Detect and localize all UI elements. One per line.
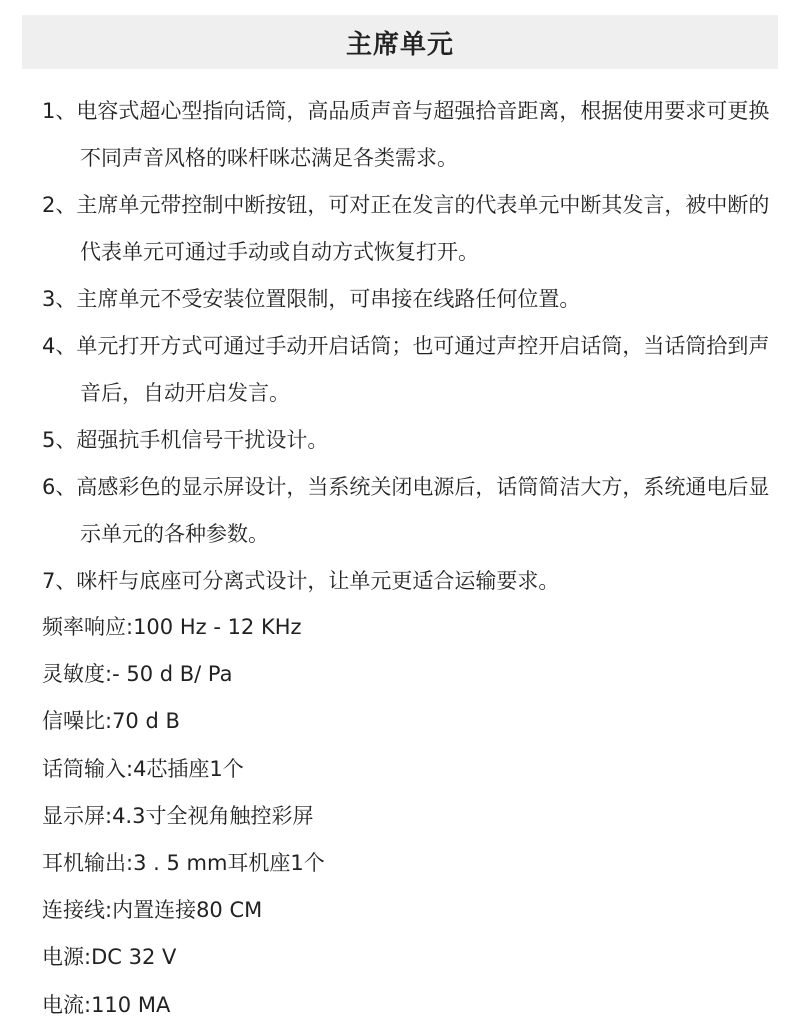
feature-item-1: 1、电容式超心型指向话筒，高品质声音与超强拾音距离，根据使用要求可更换不同声音风格的咪杆咪芯满足各类需求。 xyxy=(42,99,770,170)
spec-cable: 连接线:内置连接80 CM xyxy=(42,898,263,923)
spec-power: 电源:DC 32 V xyxy=(42,945,177,970)
feature-item-6: 6、高感彩色的显示屏设计，当系统关闭电源后，话筒简洁大方，系统通电后显示单元的各种参数。 xyxy=(42,475,770,546)
feature-item-5: 5、超强抗手机信号干扰设计。 xyxy=(42,428,329,452)
spec-current: 电流:110 MA xyxy=(42,992,171,1017)
spec-headphone-output: 耳机输出:3 . 5 mm耳机座1个 xyxy=(42,851,325,876)
spec-snr: 信噪比:70 d B xyxy=(42,709,180,734)
spec-frequency-response: 频率响应:100 Hz - 12 KHz xyxy=(42,615,302,639)
title-bar xyxy=(22,15,778,69)
feature-item-2: 2、主席单元带控制中断按钮，可对正在发言的代表单元中断其发言，被中断的代表单元可通过手动或自动方式恢复打开。 xyxy=(42,193,770,264)
feature-item-3: 3、主席单元不受安装位置限制，可串接在线路任何位置。 xyxy=(42,287,581,311)
spec-list xyxy=(42,604,782,1029)
spec-mic-input: 话筒输入:4芯插座1个 xyxy=(42,756,244,781)
feature-item-4: 4、单元打开方式可通过手动开启话筒；也可通过声控开启话筒，当话筒拾到声音后，自动开启发言。 xyxy=(42,334,770,405)
spec-display: 显示屏:4.3寸全视角触控彩屏 xyxy=(42,803,314,828)
feature-list xyxy=(42,88,782,605)
feature-item-7: 7、咪杆与底座可分离式设计，让单元更适合运输要求。 xyxy=(42,569,560,593)
spec-sensitivity: 灵敏度:- 50 d B/ Pa xyxy=(42,662,233,687)
page-title: 主席单元 xyxy=(345,29,454,60)
